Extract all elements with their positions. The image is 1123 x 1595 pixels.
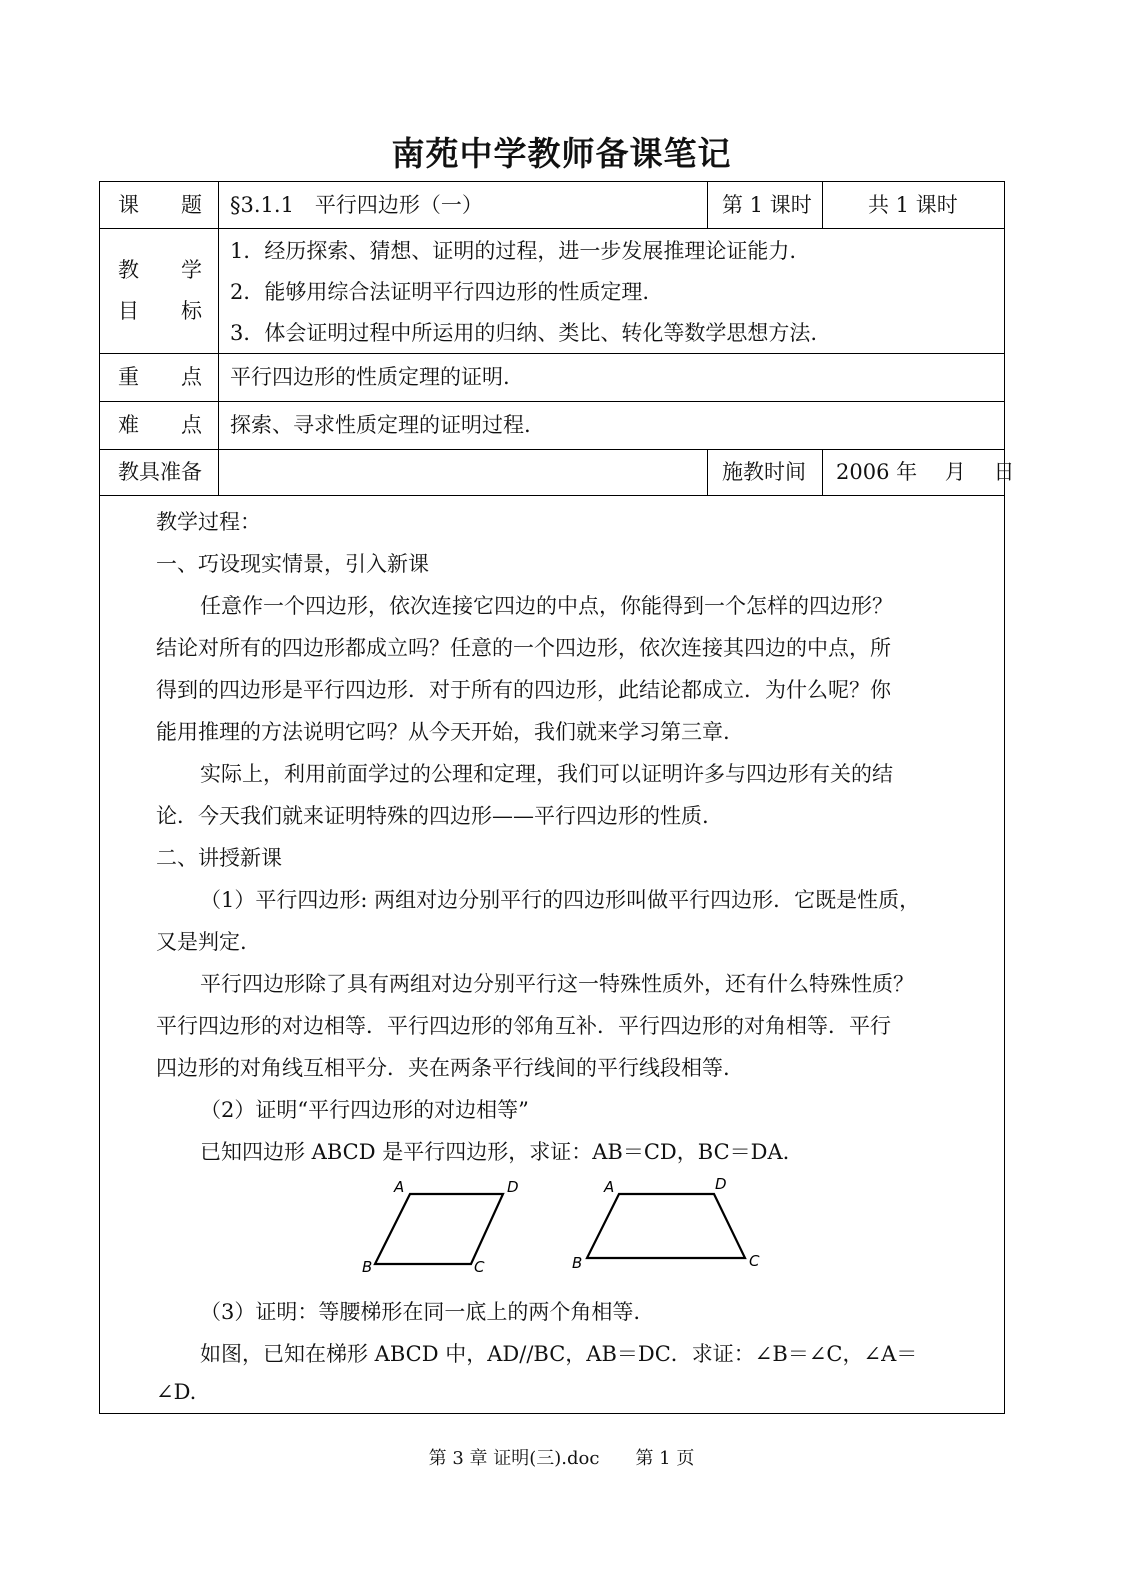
lesson-table: [99, 181, 1015, 1414]
paragraph-line: 论．今天我们就来证明特殊的四边形——平行四边形的性质.: [156, 804, 709, 828]
vertex-label-d: D: [715, 1176, 727, 1193]
topic-value: §3.1.1 平行四边形（一）: [230, 193, 483, 217]
difficulty-label: 难 点: [118, 413, 202, 437]
difficulty-value: 探索、寻求性质定理的证明过程.: [230, 413, 531, 437]
goal-item: 1．经历探索、猜想、证明的过程，进一步发展推理论证能力.: [230, 239, 797, 263]
vertex-label-b: B: [572, 1254, 583, 1272]
vertex-label-a: A: [604, 1178, 615, 1196]
col-divider: [822, 182, 823, 228]
goals-label-line2: 目 标: [118, 299, 202, 323]
paragraph-line: 实际上，利用前面学过的公理和定理，我们可以证明许多与四边形有关的结: [200, 762, 893, 786]
paragraph-line: 如图，已知在梯形 ABCD 中，AD//BC，AB＝DC．求证：∠B＝∠C，∠A＝: [200, 1342, 918, 1366]
section-heading: 一、巧设现实情景，引入新课: [156, 552, 429, 576]
paragraph-line: （2）证明“平行四边形的对边相等”: [200, 1098, 529, 1122]
tools-label: 教具准备: [118, 460, 202, 484]
goal-item: 3．体会证明过程中所运用的归纳、类比、转化等数学思想方法.: [230, 321, 818, 345]
vertex-label-c: C: [474, 1258, 485, 1274]
paragraph-line: ∠D.: [156, 1380, 197, 1404]
trapezoid-shape: [587, 1194, 745, 1258]
paragraph-line: （1）平行四边形: 两组对边分别平行的四边形叫做平行四边形．它既是性质，: [200, 888, 921, 912]
key-point-label: 重 点: [118, 365, 202, 389]
col-divider: [822, 449, 823, 495]
page-title: 南苑中学教师备课笔记: [391, 134, 732, 173]
row-divider: [100, 449, 1004, 450]
vertex-label-c: C: [749, 1252, 760, 1270]
row-divider: [100, 401, 1004, 402]
row-divider: [100, 353, 1004, 354]
col-divider: [218, 182, 219, 495]
paragraph-line: 四边形的对角线互相平分．夹在两条平行线间的平行线段相等.: [156, 1056, 730, 1080]
paragraph-line: 又是判定.: [156, 930, 247, 954]
vertex-label-a: A: [394, 1178, 405, 1196]
goal-item: 2．能够用综合法证明平行四边形的性质定理.: [230, 280, 650, 304]
goals-label-line1: 教 学: [118, 258, 202, 282]
lesson-number: 第 1 课时: [722, 193, 812, 217]
paragraph-line: 平行四边形除了具有两组对边分别平行这一特殊性质外，还有什么特殊性质？: [200, 972, 914, 996]
paragraph-line: 结论对所有的四边形都成立吗？任意的一个四边形，依次连接其四边的中点，所: [156, 636, 891, 660]
paragraph-line: 已知四边形 ABCD 是平行四边形，求证：AB＝CD，BC＝DA.: [200, 1140, 790, 1164]
vertex-label-b: B: [362, 1258, 373, 1274]
paragraph-line: 能用推理的方法说明它吗？从今天开始，我们就来学习第三章.: [156, 720, 730, 744]
row-divider: [100, 228, 1004, 229]
date-value: 2006 年 月 日: [836, 460, 1015, 484]
paragraph-line: 平行四边形的对边相等．平行四边形的邻角互补．平行四边形的对角相等．平行: [156, 1014, 891, 1038]
paragraph-line: 任意作一个四边形，依次连接它四边的中点，你能得到一个怎样的四边形？: [200, 594, 893, 618]
vertex-label-d: D: [507, 1178, 519, 1196]
page-footer: 第 3 章 证明(三).doc 第 1 页: [428, 1448, 695, 1469]
lesson-total: 共 1 课时: [868, 193, 958, 217]
col-divider: [707, 449, 708, 495]
topic-label: 课 题: [118, 193, 202, 217]
row-divider: [100, 495, 1004, 496]
process-heading: 教学过程：: [156, 510, 261, 534]
paragraph-line: 得到的四边形是平行四边形．对于所有的四边形，此结论都成立．为什么呢？你: [156, 678, 891, 702]
key-point-value: 平行四边形的性质定理的证明.: [230, 365, 510, 389]
parallelogram-shape: [375, 1194, 503, 1264]
trapezoid-figure: [570, 1176, 770, 1276]
col-divider: [707, 182, 708, 228]
section-heading: 二、讲授新课: [156, 846, 282, 870]
parallelogram-figure: [358, 1178, 528, 1274]
paragraph-line: （3）证明：等腰梯形在同一底上的两个角相等.: [200, 1300, 641, 1324]
date-label: 施教时间: [722, 460, 806, 484]
